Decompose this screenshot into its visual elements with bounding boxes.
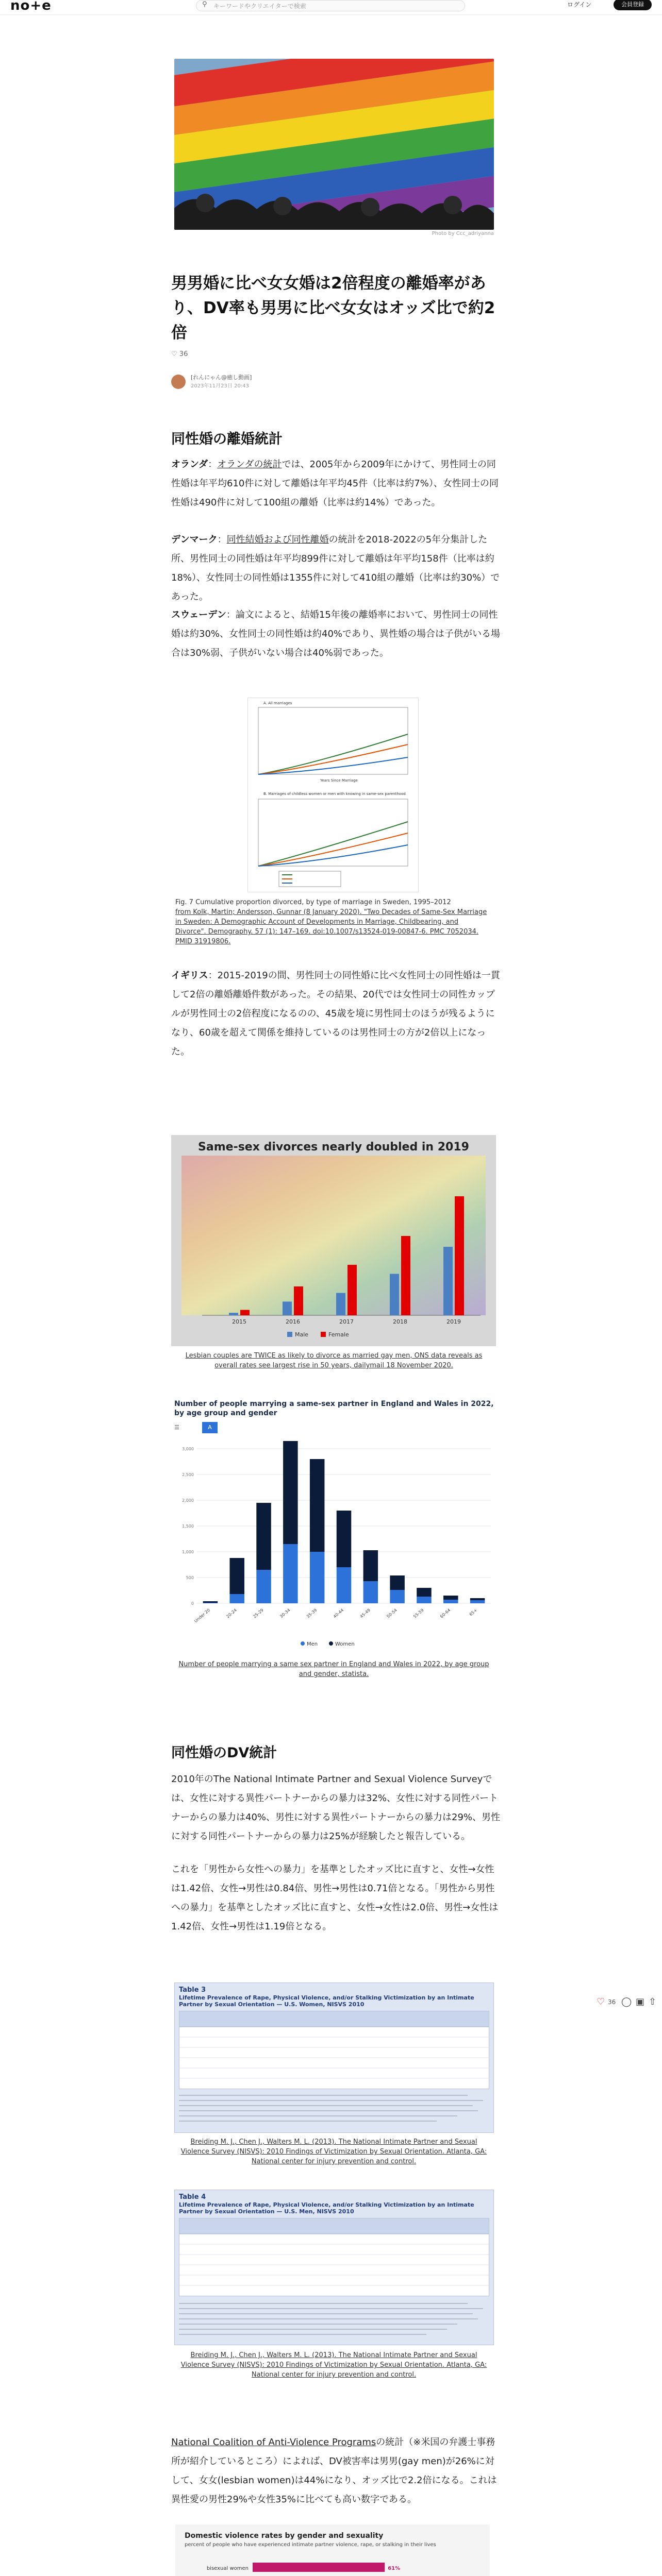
chart2-bar-female-2015 <box>240 1310 250 1316</box>
chart3-xlabel-65+: 65+ <box>468 1607 478 1617</box>
chart3-bar-men-50-54 <box>390 1590 405 1603</box>
chart2-bar-female-2019 <box>455 1196 464 1315</box>
chart3-xlabel-40-44: 40-44 <box>332 1607 345 1619</box>
paragraph-nisvs: 2010年のThe National Intimate Partner and Sexual Violence Surveyでは、女性に対する異性パートナーからの暴力は32%、女性に対する同性パートナーからの暴力は40%、男性に対する異性パートナーからの暴力は29%、男性に対する同性パートナーからの暴力は25%が経験したと報告している。 <box>171 1774 501 1842</box>
text-sweden: ：論文によると、結婚15年後の離婚率において、男性同士の同性婚は約30%、女性同士の同性婚は約40%であり、異性婚の場合は子供がいる場合は30%弱、子供がいない場合は40%弱であった。 <box>171 609 501 658</box>
chart3-xlabel-30-34: 30-34 <box>279 1607 291 1619</box>
paragraph-sweden <box>171 605 501 663</box>
chart2-xlabel-2019: 2019 <box>446 1318 461 1325</box>
link-ncavp[interactable]: National Coalition of Anti-Violence Programs <box>171 2437 376 2448</box>
link-denmark[interactable]: 同性結婚および同性離婚 <box>226 534 329 545</box>
chart3-ytick-2000: 2,000 <box>182 1498 194 1503</box>
chart3-bar-men-20-24 <box>229 1594 244 1603</box>
chart3-legend-women: Women <box>335 1641 355 1647</box>
table4-subtitle: Lifetime Prevalence of Rape, Physical Violence, and/or Stalking Victimization by an Intimate Partner by Sexual Orientation — U.S. Men, NISVS 2010 <box>179 2201 474 2215</box>
chart3-xlabel-35-39: 35-39 <box>305 1607 318 1619</box>
paragraph-denmark: デンマーク：同性結婚および同性離婚の統計を2018-2022の5年分集計した所、男性同士の同性婚は年平均899件に対して離婚は年平均158件（比率は約18%）、女性同士の同性婚は1355件に対して410組の離婚（比率は約30%）であった。 <box>171 534 500 602</box>
label-denmark: デンマーク <box>171 534 218 545</box>
table3-subtitle: Lifetime Prevalence of Rape, Physical Violence, and/or Stalking Victimization by an Intimate Partner by Sexual Orientation — U.S. Women, NISVS 2010 <box>179 1994 474 2008</box>
text-uk: ：2015-2019の間、男性同士の同性婚に比べ女性同士の同性婚は一貫して2倍の離婚離婚件数があった。その結果、20代では女性同士の同性カップルが男性同士の2倍程度になるのの、45歳を境に男性同士のほうが残るようになり、60歳を超えて関係を維持しているのは男性同士の方が2倍以上になった。 <box>171 970 500 1057</box>
search-icon[interactable]: ⚲ <box>202 1 207 8</box>
search-placeholder: キーワードやクリエイターで検索 <box>213 3 306 10</box>
chart3-ytick-2500: 2,500 <box>182 1472 194 1477</box>
chart2-bar-male-2016 <box>283 1301 292 1315</box>
section-heading-dv: 同性婚のDV統計 <box>171 1745 277 1761</box>
chart3-legend-men-swatch <box>301 1641 305 1646</box>
site-logo[interactable]: no+e <box>10 0 52 13</box>
chart3-bar-women-45-49 <box>363 1550 378 1581</box>
chart3-legend <box>301 1641 355 1647</box>
fig7-caption: Fig. 7 Cumulative proportion divorced, by type of marriage in Sweden, 1995–2012 <box>175 899 451 906</box>
chart3-legend-men: Men <box>307 1641 318 1647</box>
chart3-bar-women-60-64 <box>443 1596 458 1600</box>
chart3-legend-women-swatch <box>329 1641 333 1646</box>
chart2-legend-male: Male <box>295 1331 309 1338</box>
chart3-bar-women-25-29 <box>256 1503 271 1570</box>
chart-statista-same-sex-marriage <box>171 1397 496 1655</box>
fig7-source-link[interactable]: from Kolk, Martin; Andersson, Gunnar (8 January 2020). "Two Decades of Same-Sex Marriage in Sweden: A Demographic Account of Developments in Marriage, Childbearing, and Divorce". Demography. 57 (1): 147–169. doi:10.1007/s13524-019-00847-6. PMC 7052034. PMID 31919806. <box>175 908 487 945</box>
fig7-panel-b-title: B. Marriages of childless women or men with knowing in same-sex parenthood <box>263 792 406 796</box>
chart3-bar-women-50-54 <box>390 1575 405 1590</box>
chart2-bar-male-2017 <box>336 1293 345 1315</box>
chart3-xlabel-Under 20: Under 20 <box>193 1607 211 1624</box>
chart3-title: Number of people marrying a same-sex partner in England and Wales in 2022, by age group and gender <box>174 1400 494 1417</box>
table3-title: Table 3 <box>179 1986 206 1994</box>
chart3-bar-women-35-39 <box>310 1459 325 1552</box>
chart3-xlabel-45-49: 45-49 <box>359 1607 372 1619</box>
chart3-bar-women-30-34 <box>283 1441 298 1544</box>
chart4-value-bisexual-women: 61% <box>388 2566 401 2571</box>
table3-footnotes <box>179 2092 488 2128</box>
fig7-panel-b-frame <box>258 799 408 866</box>
chart2-bar-male-2015 <box>229 1313 238 1315</box>
chart3-caption-link[interactable]: Number of people marrying a same sex partner in England and Wales in 2022, by age group and gender, statista. <box>178 1660 489 1678</box>
table4-image <box>174 2190 494 2345</box>
like-count-top[interactable]: ♡ 36 <box>171 350 188 358</box>
chart-dv-by-gender-sexuality <box>175 2524 490 2576</box>
section-heading-divorce: 同性婚の離婚統計 <box>171 431 283 447</box>
login-link[interactable]: ログイン <box>567 1 592 8</box>
chart2-bar-female-2016 <box>294 1286 303 1315</box>
chart3-bar-women-55-59 <box>417 1588 432 1597</box>
paragraph-odds: これを「男性から女性への暴力」を基準としたオッズ比に直すと、女性→女性は1.42倍、女性→男性は0.84倍、男性→男性は0.71倍となる。「男性から男性への暴力」を基準としたオッズ比に直すと、女性→女性は2.0倍、男性→女性は1.42倍、女性→男性は1.19倍となる。 <box>171 1864 499 1932</box>
side-bookmark-icon[interactable]: ▣ <box>636 1996 645 2007</box>
chart3-bar-men-65+ <box>470 1600 485 1603</box>
fig7-xlabel-a: Years Since Marriage <box>320 778 358 783</box>
chart3-xlabel-50-54: 50-54 <box>386 1607 398 1619</box>
table3-caption-link[interactable]: Breiding M. J., Chen J., Walters M. L. (2013). The National Intimate Partner and Sexual Violence Survey (NISVS): 2010 Findings of Victimization by Sexual Orientation. Atlanta, GA: National center for injury prevention and control. <box>180 2138 487 2165</box>
chart2-legend-female-swatch <box>321 1332 326 1337</box>
chart2-xlabel-2017: 2017 <box>339 1318 354 1325</box>
photo-credit: Photo by Ccc_adriyanna <box>432 231 494 236</box>
chart2-legend-male-swatch <box>287 1332 292 1337</box>
hero-rainbow-flag-image <box>174 59 494 230</box>
paragraph-netherlands: オランダ：オランダの統計では、2005年から2009年にかけて、男性同士の同性婚は年平均610件に対して離婚は年平均45件（比率は約7%）、女性同士の同性婚は490件に対して100組の離婚（比率は約14%）であった。 <box>171 459 499 508</box>
chart4-title: Domestic violence rates by gender and sexuality <box>185 2532 384 2540</box>
article-title: 男男婚に比べ女女婚は2倍程度の離婚率があり、DV率も男男に比べ女女はオッズ比で約2倍 <box>171 274 495 342</box>
chart2-xlabel-2015: 2015 <box>232 1318 246 1325</box>
side-like-count: 36 <box>608 1998 616 2006</box>
table4-caption-link[interactable]: Breiding M. J., Chen J., Walters M. L. (2013). The National Intimate Partner and Sexual Violence Survey (NISVS): 2010 Findings of Victimization by Sexual Orientation. Atlanta, GA: National center for injury prevention and control. <box>180 2351 487 2379</box>
chart3-bar-men-60-64 <box>443 1600 458 1603</box>
chart3-bar-women-40-44 <box>337 1511 352 1567</box>
chart3-xlabel-55-59: 55-59 <box>412 1607 425 1619</box>
chart3-bar-men-30-34 <box>283 1544 298 1603</box>
chart3-bar-women-65+ <box>470 1598 485 1600</box>
figure-sweden-divorce-curves <box>247 698 419 892</box>
chart2-caption-link[interactable]: Lesbian couples are TWICE as likely to divorce as married gay men, ONS data reveals as overall rates see largest rise in 50 years, dailymail 18 November 2020. <box>185 1352 483 1369</box>
chart3-bar-men-55-59 <box>417 1597 432 1603</box>
table4-title: Table 4 <box>179 2193 206 2201</box>
chart2-bar-male-2019 <box>443 1247 453 1315</box>
chart2-legend-female: Female <box>328 1331 349 1338</box>
table3-image <box>174 1982 494 2133</box>
paragraph-ncavp <box>171 2433 501 2509</box>
chart2-bar-female-2018 <box>401 1236 410 1315</box>
chart3-bar-men-35-39 <box>310 1552 325 1603</box>
chart3-toggle-button[interactable]: A <box>202 1422 218 1433</box>
chart4-label-bisexual-women: bisexual women <box>206 2566 249 2571</box>
paragraph-uk <box>171 966 501 1061</box>
side-like-icon[interactable]: ♡ <box>597 1996 605 2007</box>
table4-footnotes <box>179 2300 488 2342</box>
chart3-toolbar[interactable]: ☰ <box>174 1424 179 1431</box>
chart2-bar-female-2017 <box>347 1265 357 1315</box>
chart3-bar-women-20-24 <box>229 1558 244 1594</box>
chart3-xlabel-20-24: 20-24 <box>225 1607 238 1619</box>
fig7-line-hetero <box>258 757 408 774</box>
chart2-title: Same-sex divorces nearly doubled in 2019 <box>198 1141 469 1154</box>
label-sweden: スウェーデン <box>171 609 226 620</box>
chart2-xlabel-2016: 2016 <box>286 1318 300 1325</box>
chart3-ytick-1000: 1,000 <box>182 1550 194 1554</box>
text-ncavp: の統計（※米国の弁護士事務所が紹介しているところ）によれば、DV被害率は男男(gay men)が26%に対して、女女(lesbian women)は44%になり、オッズ比で2.2倍になる。これは異性愛の男性29%や女性35%に比べても高い数字である。 <box>171 2437 497 2505</box>
signup-button[interactable]: 会員登録 <box>614 0 652 10</box>
text-netherlands: では、2005年から2009年にかけて、男性同士の同性婚は年平均610件に対して離婚は年平均45件（比率は約7%）、女性同士の同性婚は490件に対して100組の離婚（比率は約14%）であった。 <box>171 459 499 508</box>
chart3-xlabel-25-29: 25-29 <box>252 1607 264 1619</box>
link-netherlands[interactable]: オランダの統計 <box>217 459 282 470</box>
author-avatar[interactable] <box>171 375 186 389</box>
chart4-subtitle: percent of people who have experienced intimate partner violence, rape, or stalking in their lives <box>185 2542 436 2548</box>
chart-same-sex-divorces <box>171 1135 496 1346</box>
chart3-xlabel-60-64: 60-64 <box>439 1607 452 1619</box>
chart3-ytick-0: 0 <box>191 1601 194 1606</box>
chart3-ytick-1500: 1,500 <box>182 1524 194 1529</box>
text-denmark: の統計を2018-2022の5年分集計した所、男性同士の同性婚は年平均899件に対して離婚は年平均158件（比率は約18%）、女性同士の同性婚は1355件に対して410組の離婚（比率は約30%）であった。 <box>171 534 500 602</box>
label-netherlands: オランダ <box>171 459 208 470</box>
label-uk: イギリス <box>171 970 208 981</box>
fig7-panel-a-title: A. All marriages <box>263 701 292 705</box>
chart3-ytick-500: 500 <box>186 1575 194 1580</box>
side-comment-icon[interactable]: ◯ <box>621 1996 632 2007</box>
chart4-bar-bisexual-women <box>253 2563 385 2572</box>
chart3-bar-women-Under 20 <box>203 1601 218 1603</box>
chart3-bar-men-45-49 <box>363 1581 378 1603</box>
table4-grid <box>179 2218 489 2296</box>
author-name[interactable]: [れんにゃん@癒し動画] <box>191 374 252 381</box>
chart2-xlabel-2018: 2018 <box>393 1318 407 1325</box>
chart3-ytick-3000: 3,000 <box>182 1447 194 1451</box>
post-date: 2023年11月23日 20:43 <box>191 383 249 389</box>
chart3-bar-men-40-44 <box>337 1567 352 1603</box>
chart3-bar-men-25-29 <box>256 1570 271 1603</box>
side-share-icon[interactable]: ⇧ <box>649 1996 657 2007</box>
table3-grid <box>179 2011 489 2089</box>
like-count-value: 36 <box>179 350 188 358</box>
chart2-bar-male-2018 <box>390 1274 399 1316</box>
